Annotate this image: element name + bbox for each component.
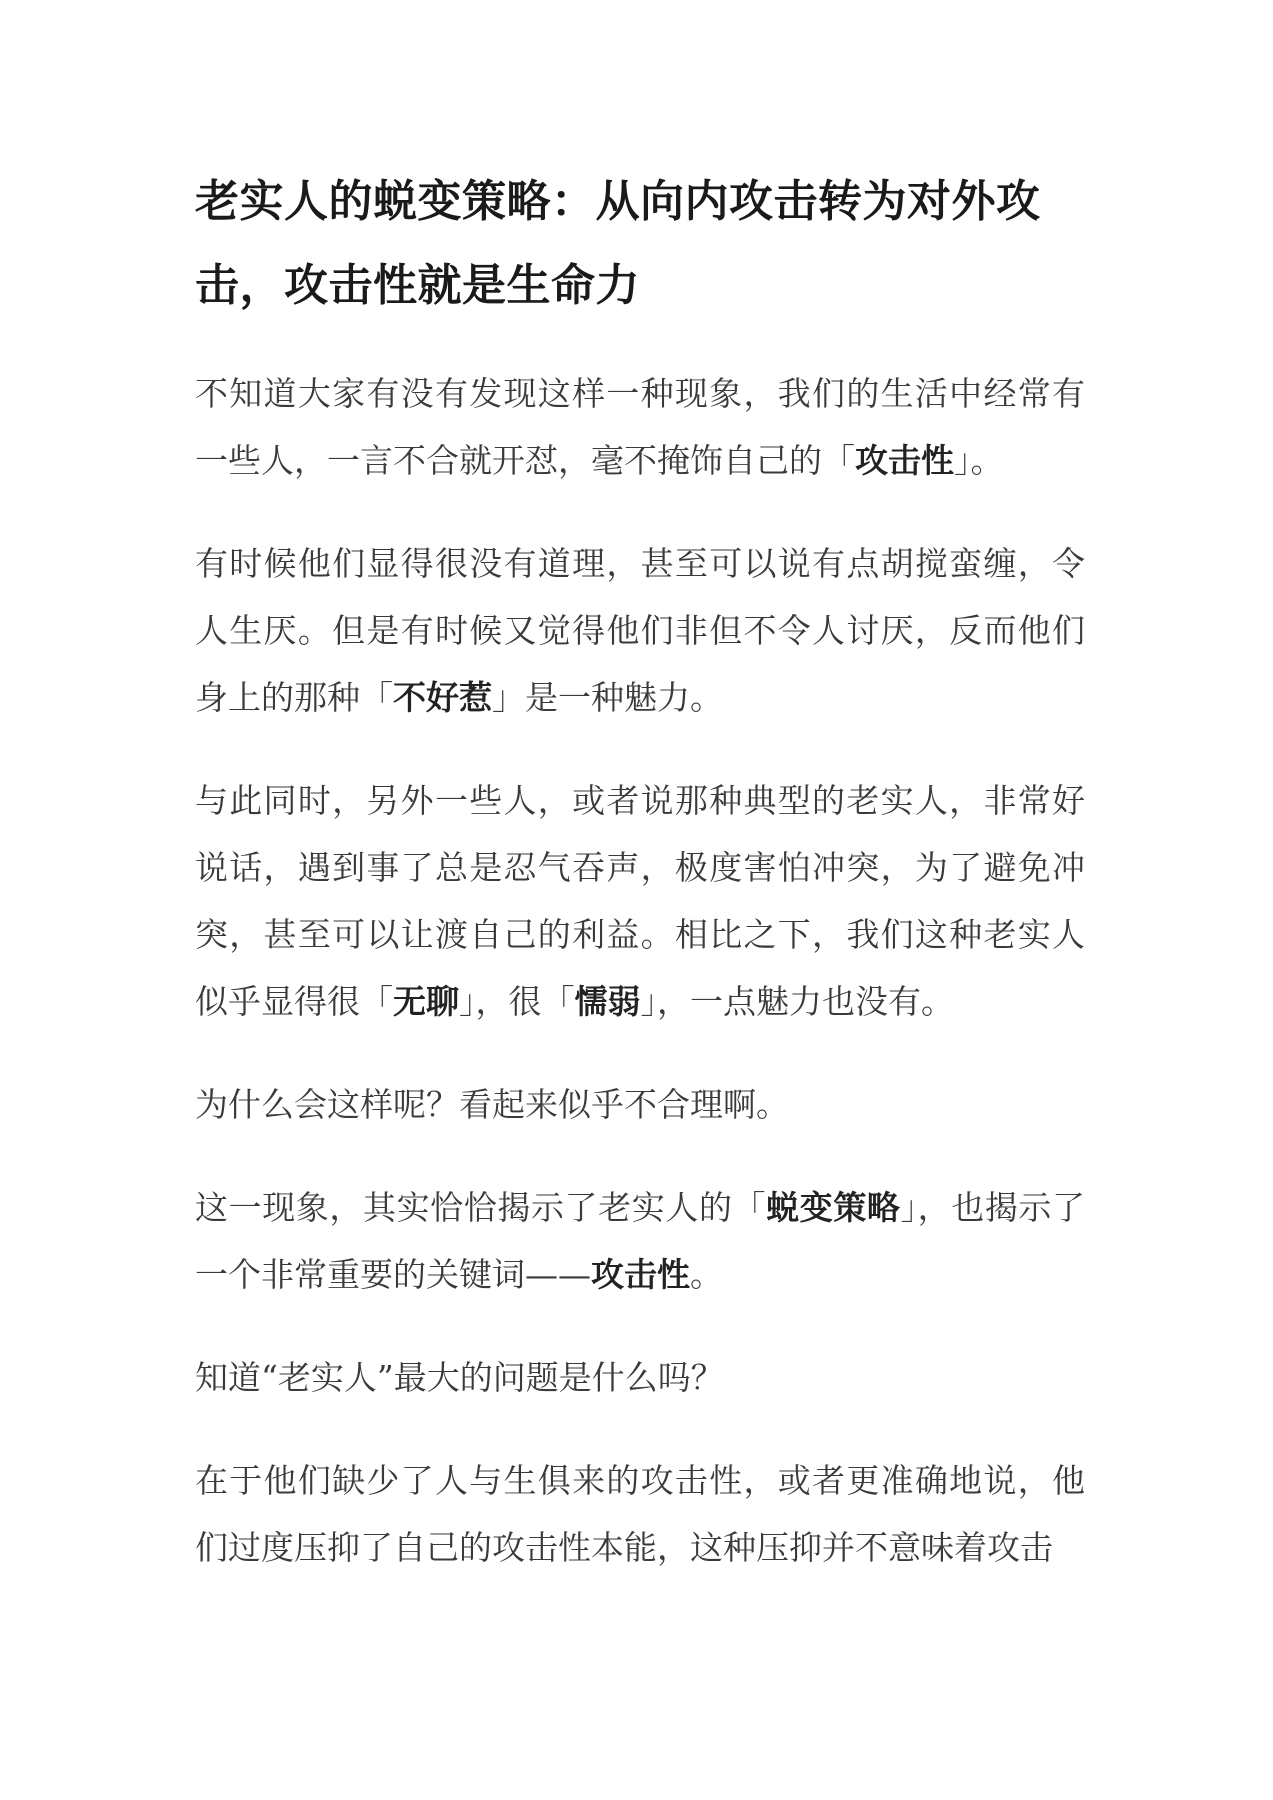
emphasis-text: 懦弱 [574, 982, 641, 1021]
emphasis-text: 攻击性 [591, 1255, 690, 1294]
emphasis-text: 不好惹 [393, 678, 492, 717]
paragraph-text: 知道“老实人”最大的问题是什么吗？ [195, 1358, 724, 1397]
paragraph-text: 」。 [954, 441, 1004, 480]
article-body [195, 360, 1085, 1581]
paragraph-text: 为什么会这样呢？看起来似乎不合理啊。 [195, 1085, 789, 1124]
article [195, 160, 1085, 1617]
paragraph [195, 360, 1085, 494]
paragraph [195, 767, 1085, 1035]
paragraph [195, 1344, 1085, 1411]
paragraph-text: 有时候他们显得很没有道理，甚至可以说有点胡搅蛮缠，令人生厌。但是有时候又觉得他们非但不令人讨厌，反而他们身上的那种「 [195, 544, 1085, 717]
paragraph-text: 与此同时，另外一些人，或者说那种典型的老实人，非常好说话，遇到事了总是忍气吞声，极度害怕冲突，为了避免冲突，甚至可以让渡自己的利益。相比之下，我们这种老实人似乎显得很「 [195, 781, 1085, 1021]
paragraph-text: 」是一种魅力。 [492, 678, 723, 717]
emphasis-text: 攻击性 [855, 441, 954, 480]
paragraph [195, 1071, 1085, 1138]
paragraph [195, 530, 1085, 731]
emphasis-text: 蜕变策略 [766, 1188, 901, 1227]
paragraph [195, 1174, 1085, 1308]
paragraph-text: 。 [690, 1255, 723, 1294]
paragraph-text: 」，很「 [459, 982, 575, 1021]
paragraph-text: 这一现象，其实恰恰揭示了老实人的「 [195, 1188, 767, 1227]
paragraph-text: 」，一点魅力也没有。 [640, 982, 954, 1021]
emphasis-text: 无聊 [393, 982, 459, 1021]
paragraph [195, 1447, 1085, 1581]
paragraph-text: 」，也揭示了一个非常重要的关键词—— [195, 1188, 1086, 1294]
article-title: 老实人的蜕变策略：从向内攻击转为对外攻击，攻击性就是生命力 [195, 176, 1041, 311]
paragraph-text: 在于他们缺少了人与生俱来的攻击性，或者更准确地说，他们过度压抑了自己的攻击性本能，这种压抑并不意味着攻击 [195, 1461, 1085, 1567]
paragraph-text: 不知道大家有没有发现这样一种现象，我们的生活中经常有一些人，一言不合就开怼，毫不掩饰自己的「 [195, 374, 1085, 480]
